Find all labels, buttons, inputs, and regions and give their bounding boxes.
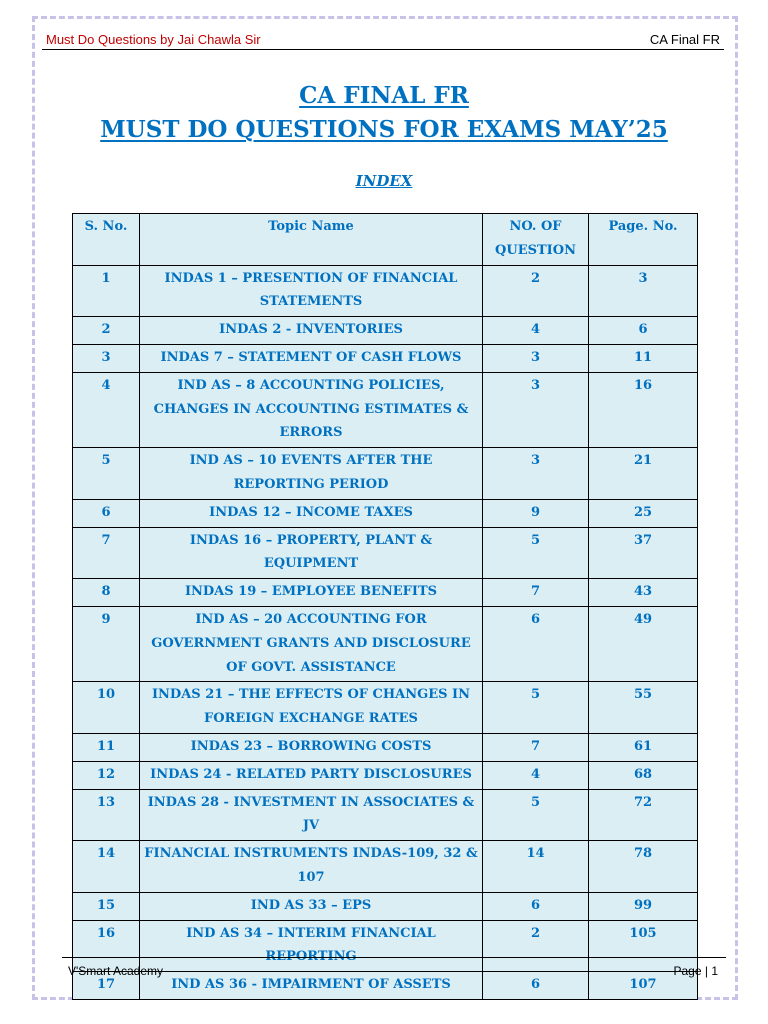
page-label: Page |: [673, 964, 712, 978]
cell-questions: 4: [483, 761, 589, 789]
cell-questions: 5: [483, 789, 589, 841]
cell-topic: IND AS 33 – EPS: [140, 892, 483, 920]
cell-sno: 5: [73, 448, 140, 500]
cell-topic: IND AS – 20 ACCOUNTING FOR GOVERNMENT GRANTS AND DISCLOSURE OF GOVT. ASSISTANCE: [140, 606, 483, 681]
cell-page: 99: [589, 892, 698, 920]
table-row: [73, 344, 698, 372]
cell-questions: 6: [483, 892, 589, 920]
cell-questions: 3: [483, 448, 589, 500]
page-title: CA FINAL FR: [299, 82, 469, 109]
table-row: [73, 761, 698, 789]
cell-page: 16: [589, 372, 698, 447]
cell-sno: 13: [73, 789, 140, 841]
cell-page: 68: [589, 761, 698, 789]
cell-sno: 11: [73, 733, 140, 761]
cell-topic: INDAS 21 – THE EFFECTS OF CHANGES IN FOREIGN EXCHANGE RATES: [140, 682, 483, 734]
cell-page: 107: [589, 972, 698, 1000]
cell-sno: 8: [73, 579, 140, 607]
cell-page: 43: [589, 579, 698, 607]
page-number: 1: [711, 964, 718, 978]
page-subtitle: MUST DO QUESTIONS FOR EXAMS MAY’25: [100, 116, 668, 143]
cell-questions: 3: [483, 372, 589, 447]
cell-page: 105: [589, 920, 698, 972]
cell-sno: 12: [73, 761, 140, 789]
cell-sno: 16: [73, 920, 140, 972]
header-author: Must Do Questions by Jai Chawla Sir: [46, 32, 261, 47]
cell-page: 49: [589, 606, 698, 681]
cell-topic: IND AS – 10 EVENTS AFTER THE REPORTING PERIOD: [140, 448, 483, 500]
cell-sno: 2: [73, 317, 140, 345]
cell-topic: INDAS 16 – PROPERTY, PLANT & EQUIPMENT: [140, 527, 483, 579]
cell-sno: 7: [73, 527, 140, 579]
cell-questions: 6: [483, 606, 589, 681]
index-table: [72, 213, 698, 1000]
cell-page: 61: [589, 733, 698, 761]
footer-academy: V'Smart Academy: [68, 964, 163, 978]
table-row: [73, 606, 698, 681]
cell-questions: 5: [483, 682, 589, 734]
cell-page: 37: [589, 527, 698, 579]
cell-sno: 15: [73, 892, 140, 920]
table-row: [73, 789, 698, 841]
table-row: [73, 372, 698, 447]
cell-sno: 17: [73, 972, 140, 1000]
cell-questions: 2: [483, 920, 589, 972]
index-heading: INDEX: [355, 172, 413, 190]
table-header-row: [73, 214, 698, 266]
table-row: [73, 920, 698, 972]
table-row: [73, 317, 698, 345]
footer-page-number: [674, 964, 719, 978]
cell-page: 21: [589, 448, 698, 500]
column-header-topic: Topic Name: [140, 214, 483, 266]
table-row: [73, 579, 698, 607]
cell-topic: IND AS 36 - IMPAIRMENT OF ASSETS: [140, 972, 483, 1000]
cell-sno: 10: [73, 682, 140, 734]
cell-sno: 3: [73, 344, 140, 372]
cell-sno: 9: [73, 606, 140, 681]
cell-page: 3: [589, 265, 698, 317]
header-subject: CA Final FR: [649, 32, 720, 47]
cell-sno: 6: [73, 499, 140, 527]
cell-sno: 1: [73, 265, 140, 317]
cell-page: 55: [589, 682, 698, 734]
cell-topic: INDAS 23 – BORROWING COSTS: [140, 733, 483, 761]
cell-sno: 14: [73, 841, 140, 893]
cell-topic: INDAS 28 - INVESTMENT IN ASSOCIATES & JV: [140, 789, 483, 841]
table-row: [73, 892, 698, 920]
cell-page: 6: [589, 317, 698, 345]
cell-questions: 7: [483, 579, 589, 607]
cell-questions: 7: [483, 733, 589, 761]
table-row: [73, 499, 698, 527]
cell-topic: IND AS 34 – INTERIM FINANCIAL REPORTING: [140, 920, 483, 972]
cell-topic: INDAS 19 – EMPLOYEE BENEFITS: [140, 579, 483, 607]
cell-page: 11: [589, 344, 698, 372]
cell-questions: 3: [483, 344, 589, 372]
cell-sno: 4: [73, 372, 140, 447]
table-row: [73, 265, 698, 317]
cell-questions: 4: [483, 317, 589, 345]
table-row: [73, 448, 698, 500]
cell-page: 72: [589, 789, 698, 841]
header-divider: [42, 49, 724, 50]
table-row: [73, 682, 698, 734]
cell-topic: INDAS 2 - INVENTORIES: [140, 317, 483, 345]
cell-topic: IND AS – 8 ACCOUNTING POLICIES, CHANGES IN ACCOUNTING ESTIMATES & ERRORS: [140, 372, 483, 447]
table-row: [73, 972, 698, 1000]
cell-topic: INDAS 1 – PRESENTION OF FINANCIAL STATEMENTS: [140, 265, 483, 317]
cell-topic: INDAS 7 – STATEMENT OF CASH FLOWS: [140, 344, 483, 372]
column-header-sno: S. No.: [73, 214, 140, 266]
cell-questions: 2: [483, 265, 589, 317]
cell-questions: 5: [483, 527, 589, 579]
footer-divider: [62, 957, 726, 958]
table-row: [73, 841, 698, 893]
cell-page: 25: [589, 499, 698, 527]
column-header-questions: NO. OF QUESTION: [483, 214, 589, 266]
cell-questions: 9: [483, 499, 589, 527]
cell-topic: INDAS 12 – INCOME TAXES: [140, 499, 483, 527]
cell-topic: INDAS 24 - RELATED PARTY DISCLOSURES: [140, 761, 483, 789]
table-row: [73, 527, 698, 579]
cell-questions: 14: [483, 841, 589, 893]
table-row: [73, 733, 698, 761]
cell-page: 78: [589, 841, 698, 893]
cell-questions: 6: [483, 972, 589, 1000]
column-header-page: Page. No.: [589, 214, 698, 266]
cell-topic: FINANCIAL INSTRUMENTS INDAS-109, 32 & 107: [140, 841, 483, 893]
